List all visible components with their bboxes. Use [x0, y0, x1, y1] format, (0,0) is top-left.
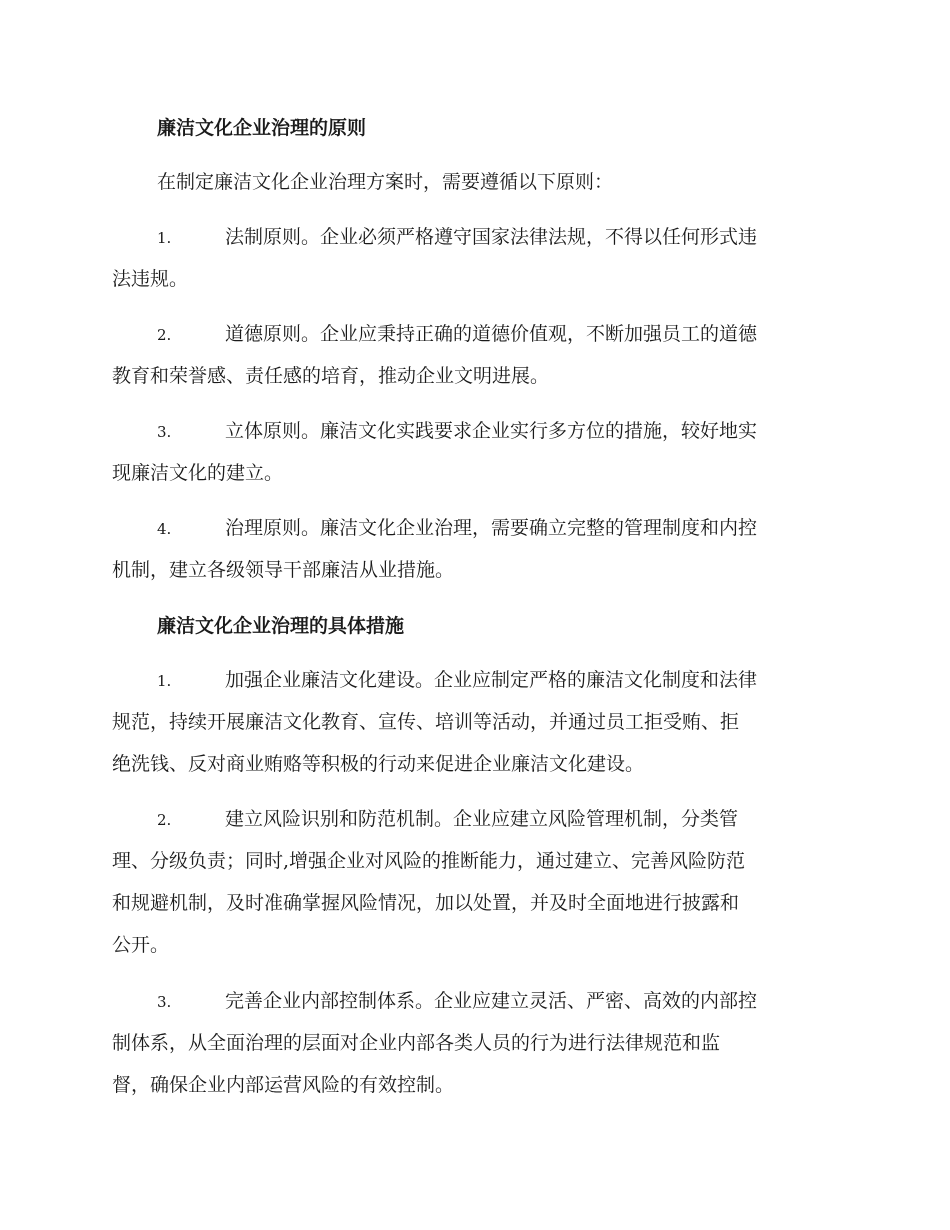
item-text: 法制原则。企业必须严格遵守国家法律法规，不得以任何形式违 — [225, 226, 758, 248]
item-first-line — [112, 980, 834, 1022]
item-text: 建立风险识别和防范机制。企业应建立风险管理机制，分类管 — [225, 808, 739, 830]
measure-item-2 — [112, 798, 834, 966]
item-number: 3. — [157, 423, 172, 441]
item-text: 道德原则。企业应秉持正确的道德价值观，不断加强员工的道德 — [225, 323, 758, 345]
item-number: 2. — [157, 811, 172, 829]
item-continuation: 制体系，从全面治理的层面对企业内部各类人员的行为进行法律规范和监 — [112, 1032, 721, 1054]
item-text: 完善企业内部控制体系。企业应建立灵活、严密、高效的内部控 — [225, 990, 758, 1012]
item-first-line — [112, 216, 834, 258]
measure-item-1 — [112, 659, 834, 785]
item-continuation: 教育和荣誉感、责任感的培育，推动企业文明进展。 — [112, 365, 550, 387]
principle-item-1 — [112, 216, 834, 300]
item-continuation: 现廉洁文化的建立。 — [112, 462, 284, 484]
item-number: 1. — [157, 229, 172, 247]
item-text: 治理原则。廉洁文化企业治理，需要确立完整的管理制度和内控 — [225, 517, 758, 539]
item-number: 1. — [157, 672, 172, 690]
item-number: 4. — [157, 520, 172, 538]
item-first-line — [112, 507, 834, 549]
item-first-line — [112, 659, 834, 701]
item-continuation: 规范，持续开展廉洁文化教育、宣传、培训等活动，并通过员工拒受贿、拒 — [112, 711, 740, 733]
item-continuation: 和规避机制，及时准确掌握风险情况，加以处置，并及时全面地进行披露和 — [112, 892, 740, 914]
item-continuation: 公开。 — [112, 934, 170, 956]
principle-item-4 — [112, 507, 834, 591]
item-number: 2. — [157, 326, 172, 344]
principle-item-3 — [112, 410, 834, 494]
item-continuation: 机制，建立各级领导干部廉洁从业措施。 — [112, 559, 455, 581]
principle-item-2 — [112, 313, 834, 397]
measure-item-3 — [112, 980, 834, 1106]
item-continuation: 理、分级负责；同时,增强企业对风险的推断能力，通过建立、完善风险防范 — [112, 850, 746, 872]
item-first-line — [112, 313, 834, 355]
item-first-line — [112, 410, 834, 452]
item-text: 加强企业廉洁文化建设。企业应制定严格的廉洁文化制度和法律 — [225, 669, 758, 691]
item-text: 立体原则。廉洁文化实践要求企业实行多方位的措施，较好地实 — [225, 420, 758, 442]
section-heading-principles: 廉洁文化企业治理的原则 — [157, 117, 367, 139]
item-continuation: 督，确保企业内部运营风险的有效控制。 — [112, 1074, 455, 1096]
item-number: 3. — [157, 993, 172, 1011]
intro-paragraph: 在制定廉洁文化企业治理方案时，需要遵循以下原则： — [157, 171, 614, 193]
item-first-line — [112, 798, 834, 840]
item-continuation: 法违规。 — [112, 268, 189, 290]
section-heading-measures: 廉洁文化企业治理的具体措施 — [157, 615, 405, 637]
item-continuation: 绝洗钱、反对商业贿赂等积极的行动来促进企业廉洁文化建设。 — [112, 753, 645, 775]
